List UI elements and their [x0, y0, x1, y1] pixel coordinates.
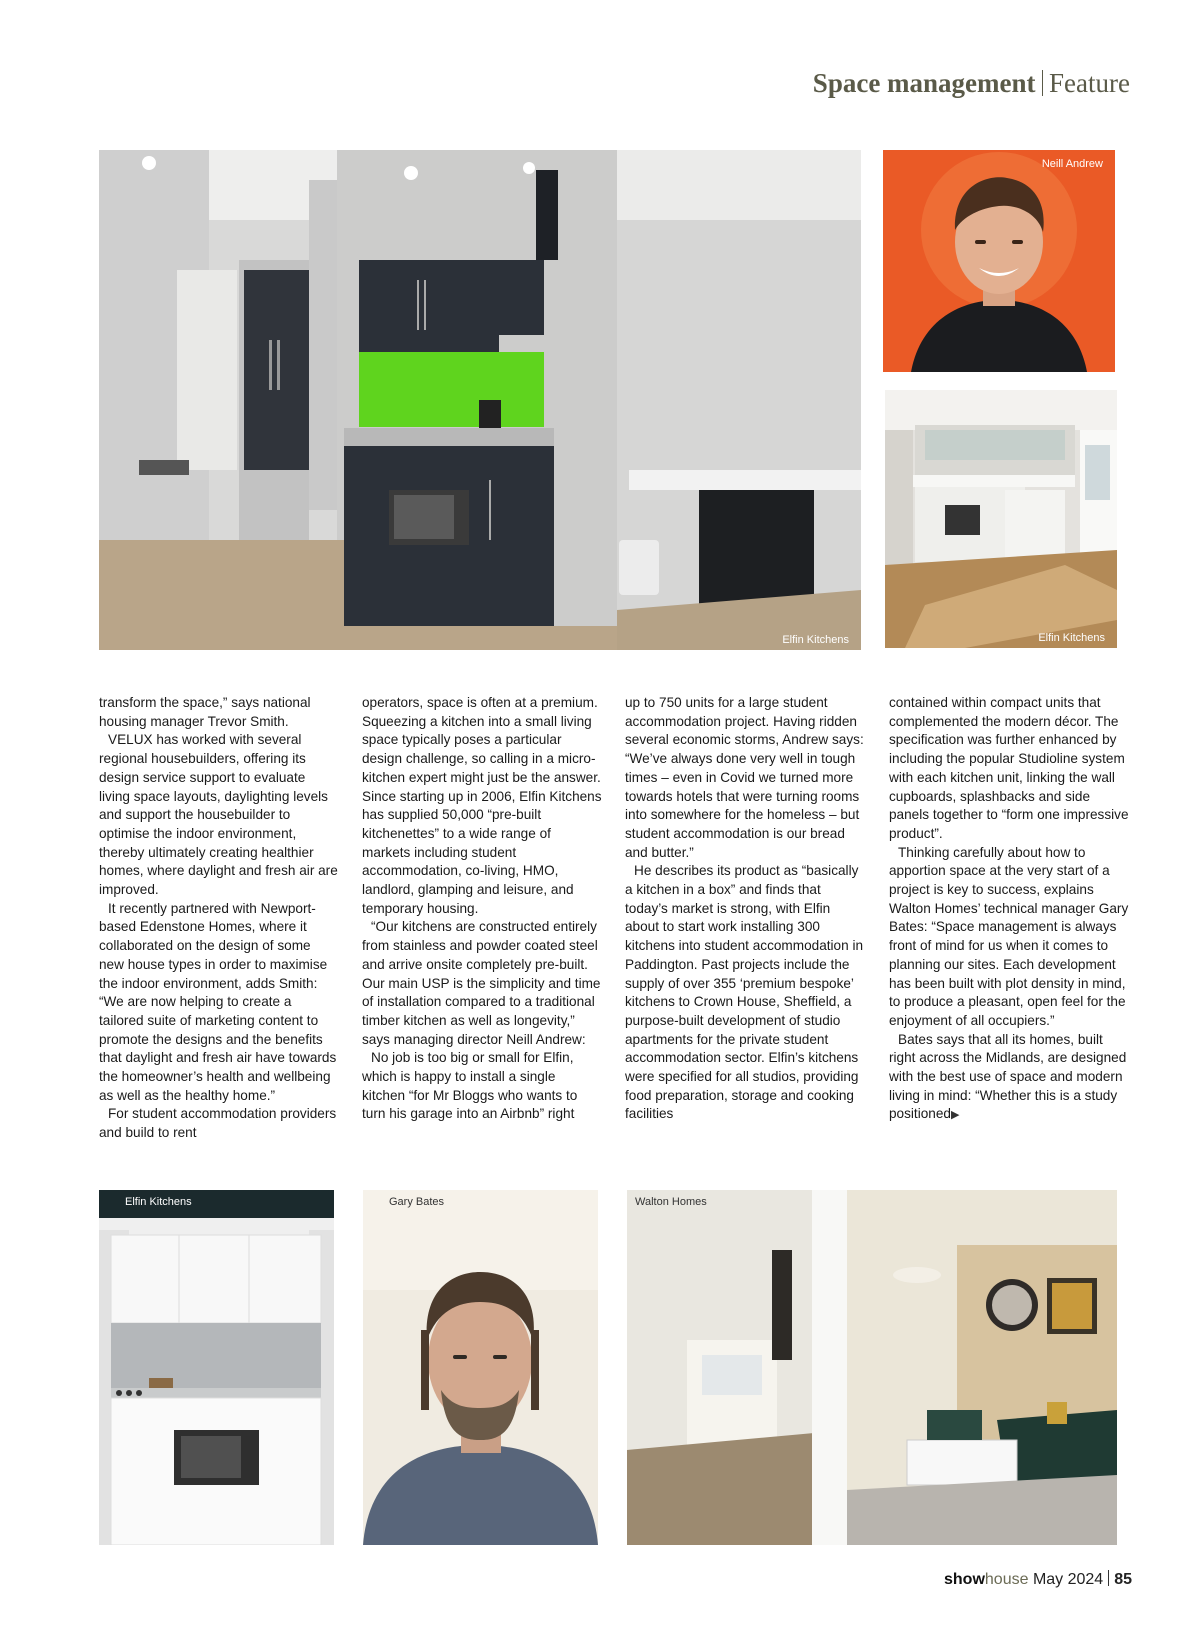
paragraph: Thinking carefully about how to apportion space at the very start of a project is key to success, explains Walton Homes’ technical manager Gary Bates: “Space management is always front of mind for us when it comes to planning our sites. Each development has been built with plot density in mind, to produce a pleasant, open feel for the enjoyment of all occupiers.”: [889, 844, 1129, 1028]
photo-credit: Gary Bates: [389, 1196, 445, 1208]
feature-label: Feature: [1049, 68, 1130, 98]
photo-portrait-gary-bates: [363, 1190, 598, 1545]
photo-living-room: [627, 1190, 1117, 1545]
paragraph: VELUX has worked with several regional housebuilders, offering its design service support to evaluate living space layouts, daylighting levels and support the housebuilder to optimise the indoor environment, thereby ultimately creating healthier homes, where daylight and fresh air are improved.: [99, 732, 338, 898]
paragraph: Bates says that all its homes, built right across the Midlands, are designed with the best use of space and modern living in mind: “Whether this is a study positioned: [889, 1031, 1127, 1122]
paragraph: No job is too big or small for Elfin, which is happy to install a single kitchen “for Mr Bloggs who wants to turn his garage into an Airbnb” right: [362, 1050, 578, 1122]
paragraph: contained within compact units that complemented the modern décor. The specification was further enhanced by including the popular Studioline system with each kitchen unit, linking the wall cupboards, splashbacks and side panels together to “form one impressive product”.: [889, 695, 1129, 841]
photo-credit: Elfin Kitchens: [1038, 632, 1105, 644]
right-triangle-icon: ▶: [950, 1109, 960, 1122]
photo-credit: Elfin Kitchens: [782, 634, 849, 646]
magazine-brand-bold: show: [944, 1571, 985, 1588]
article-body: [99, 694, 1132, 1174]
photo-white-kitchen: [99, 1190, 334, 1545]
photo-credit: Elfin Kitchens: [125, 1196, 192, 1208]
photo-credit: Walton Homes: [635, 1196, 707, 1208]
section-header: [813, 68, 1130, 99]
page-footer: [944, 1570, 1132, 1589]
issue-date: May 2024: [1032, 1571, 1104, 1588]
photo-credit: Neill Andrew: [1041, 158, 1103, 170]
paragraph: He describes its product as “basically a kitchen in a box” and finds that today’s market is strong, with Elfin about to start work installing 300 kitchens into student accommodation in Paddington. Past projects include the supply of over 355 ‘premium bespoke’ kitchens to Crown House, Sheffield, a purpose-built development of studio apartments for the private student accommodation sector. Elfin’s kitchens were specified for all studios, providing food preparation, storage and cooking facilities: [625, 863, 864, 1122]
photo-loft-studio: [885, 390, 1117, 648]
magazine-brand-light: house: [984, 1571, 1029, 1588]
text-column-3: [625, 694, 865, 1124]
paragraph: operators, space is often at a premium. Squeezing a kitchen into a small living space typically poses a particular design challenge, so calling in a micro-kitchen expert might just be the answer. Since starting up in 2006, Elfin Kitchens has supplied 50,000 “pre-built kitchenettes” to a wide range of markets including student accommodation, co-living, HMO, landlord, glamping and leisure, and temporary housing.: [362, 695, 602, 916]
photo-portrait-neill-andrew: [883, 150, 1115, 372]
text-column-2: [362, 694, 602, 1124]
text-column-4: [889, 694, 1129, 1125]
header-divider: [1042, 70, 1044, 96]
section-title: Space management: [812, 68, 1036, 98]
photo-kitchen-main: [99, 150, 861, 650]
paragraph: It recently partnered with Newport-based Edenstone Homes, where it collaborated on the design of some new house types in order to maximise the indoor environment, adds Smith: “We are now helping to create a tailored suite of marketing content to promote the designs and the benefits that daylight and fresh air have towards the homeowner’s health and wellbeing as well as the healthy home.”: [99, 900, 337, 1103]
footer-divider: [1108, 1570, 1109, 1586]
page-number: 85: [1114, 1571, 1132, 1588]
paragraph: up to 750 units for a large student accommodation project. Having ridden several economic storms, Andrew says: “We’ve always done very well in tough times – even in Covid we turned more towards hotels that were turning rooms into somewhere for the homeless – but student accommodation is our bread and butter.”: [625, 695, 864, 860]
text-column-1: [99, 694, 339, 1143]
paragraph: “Our kitchens are constructed entirely from stainless and powder coated steel and arrive onsite completely pre-built. Our main USP is the simplicity and time of installation compared to a traditional timber kitchen as well as longevity,” says managing director Neill Andrew:: [362, 919, 601, 1047]
paragraph: transform the space,” says national housing manager Trevor Smith.: [99, 695, 311, 729]
paragraph: For student accommodation providers and build to rent: [99, 1106, 337, 1141]
